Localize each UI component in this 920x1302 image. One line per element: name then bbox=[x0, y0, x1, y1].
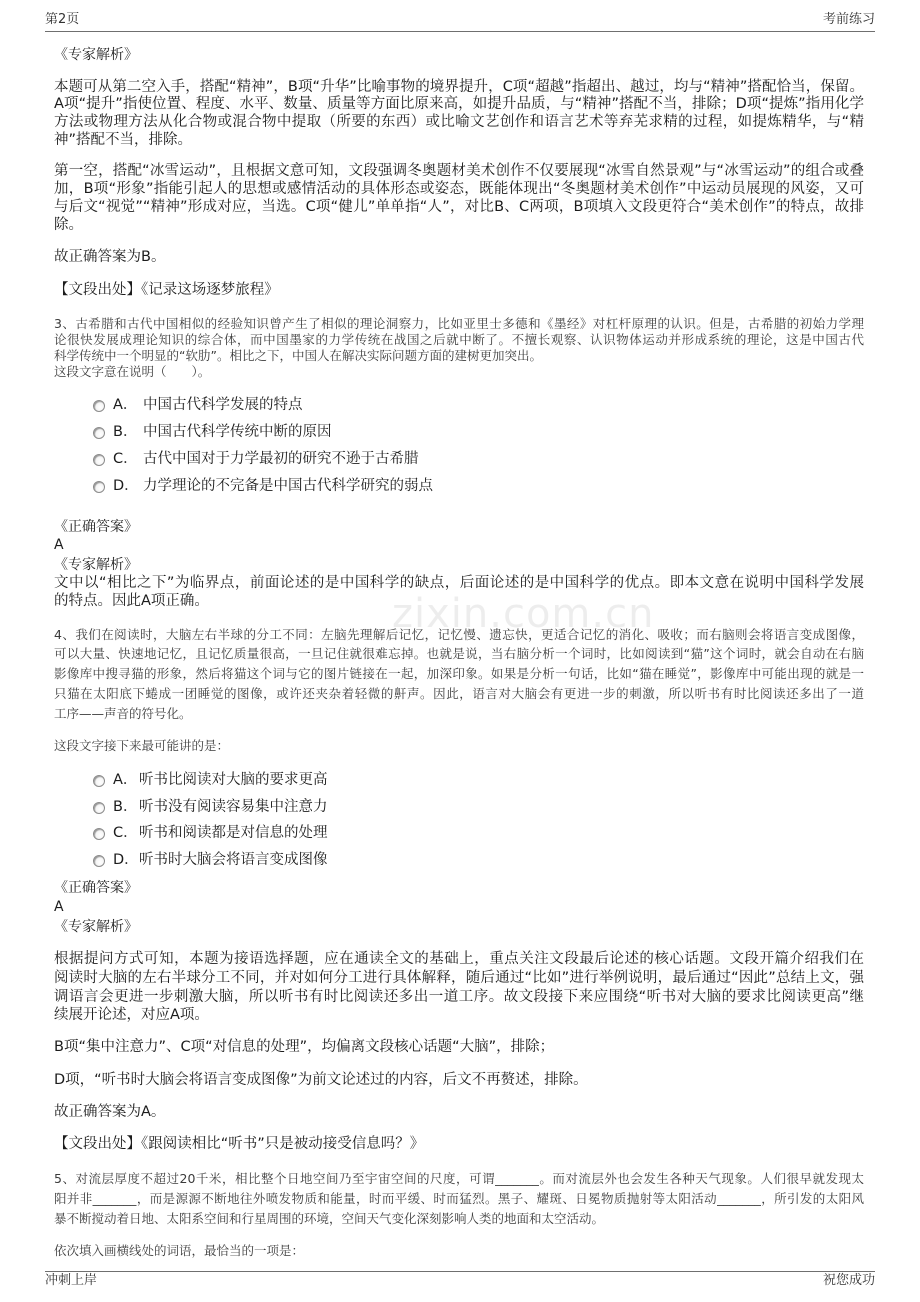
analysis-line: 本题可从第二空入手，搭配“精神”，B项“升华”比喻事物的境界提升，C项“超越”指超出、越过，均与“精神”搭配恰当，保留。 bbox=[54, 79, 864, 95]
option-c[interactable] bbox=[88, 449, 848, 469]
option-letter: A． bbox=[113, 397, 138, 413]
question-stem-line: 影像库中搜寻猫的形象，然后将猫这个词与它的图片链接在一起，加深印象。如果是分析一句话，比如“猫在睡觉”，影像库中可能出现的就是一 bbox=[54, 666, 864, 681]
correct-answer: A bbox=[54, 537, 64, 553]
analysis-line: 第一空，搭配“冰雪运动”，且根据文意可知，文段强调冬奥题材美术创作不仅要展现“冰雪自然景观”与“冰雪运动”的组合或叠 bbox=[54, 163, 864, 179]
analysis-line: 续展开论述，对应A项。 bbox=[54, 1007, 209, 1023]
question-prompt: 依次填入画横线处的词语，最恰当的一项是： bbox=[54, 1243, 305, 1258]
passage-source: 【文段出处】《跟阅读相比“听书”只是被动接受信息吗？》 bbox=[54, 1136, 425, 1152]
analysis-line: A项“提升”指使位置、程度、水平、数量、质量等方面比原来高，如提升品质，与“精神”搭配不当，排除；D项“提炼”指用化学 bbox=[54, 96, 864, 112]
analysis-line: 除。 bbox=[54, 217, 83, 233]
analysis-line: D项，“听书时大脑会将语言变成图像”为前文论述过的内容，后文不再赘述，排除。 bbox=[54, 1072, 588, 1088]
answer-conclusion: 故正确答案为A。 bbox=[54, 1104, 166, 1120]
radio-button-icon[interactable] bbox=[93, 481, 105, 493]
analysis-line: 根据提问方式可知，本题为接语选择题，应在通读全文的基础上，重点关注文段最后论述的核心话题。文段开篇介绍我们在 bbox=[54, 951, 864, 967]
analysis-line: 与后文“视觉”“精神”形成对应，当选。C项“健儿”单单指“人”，对比B、C两项，B项填入文段更符合“美术创作”的特点，故排 bbox=[54, 199, 864, 215]
footer-right-text: 祝您成功 bbox=[822, 1273, 875, 1288]
analysis-line: 的特点。因此A项正确。 bbox=[54, 593, 209, 609]
passage-source: 【文段出处】《记录这场逐梦旅程》 bbox=[54, 282, 279, 298]
option-d[interactable] bbox=[88, 850, 848, 870]
correct-answer: A bbox=[54, 899, 64, 915]
option-a[interactable] bbox=[88, 770, 848, 790]
option-letter: D． bbox=[113, 852, 139, 868]
option-letter: C． bbox=[113, 825, 138, 841]
option-letter: B． bbox=[113, 799, 138, 815]
radio-button-icon[interactable] bbox=[93, 828, 105, 840]
option-letter: B． bbox=[113, 424, 138, 440]
question-stem-line: 3、古希腊和古代中国相似的经验知识曾产生了相似的理论洞察力，比如亚里士多德和《墨经》对杠杆原理的认识。但是，古希腊的初始力学理 bbox=[54, 316, 864, 331]
radio-button-icon[interactable] bbox=[93, 400, 105, 412]
option-text: 听书时大脑会将语言变成图像 bbox=[139, 852, 328, 868]
watermark: zixin.com.cn bbox=[392, 591, 655, 637]
answer-conclusion: 故正确答案为B。 bbox=[54, 249, 166, 265]
analysis-line: 加，B项“形象”指能引起人的思想或感情活动的具体形态或姿态，既能体现出“冬奥题材美术创作”中运动员展现的风姿，又可 bbox=[54, 181, 864, 197]
analysis-line: 方法或物理方法从化合物或混合物中提取（所要的东西）或比喻文艺创作和语言艺术等弃芜求精的过程，如提炼精华，与“精 bbox=[54, 114, 864, 130]
analysis-line: 神”搭配不当，排除。 bbox=[54, 132, 193, 148]
footer-left-text: 冲刺上岸 bbox=[45, 1273, 98, 1288]
option-text: 中国古代科学发展的特点 bbox=[143, 397, 303, 413]
analysis-line: B项“集中注意力”、C项“对信息的处理”，均偏离文段核心话题“大脑”，排除； bbox=[54, 1039, 555, 1055]
correct-answer-label: 《正确答案》 bbox=[54, 880, 138, 896]
question-stem-line: 论很快发展成理论知识的综合体，而中国墨家的力学传统在战国之后就中断了。不擅长观察、认识物体运动并形成系统的理论，这是中国古代 bbox=[54, 332, 864, 347]
option-text: 听书和阅读都是对信息的处理 bbox=[139, 825, 328, 841]
option-letter: A． bbox=[113, 772, 138, 788]
question-stem-line: 可以大量、快速地记忆，且记忆质量很高，一旦记住就很难忘掉。也就是说，当右脑分析一个词时，比如阅读到“猫”这个词时，就会自动在右脑 bbox=[54, 646, 864, 661]
question-stem-line: 5、对流层厚度不超过20千米，相比整个日地空间乃至宇宙空间的尺度，可谓_______。而对流层外也会发生各种天气现象。人们很早就发现太 bbox=[54, 1171, 864, 1186]
question-stem-line: 只猫在太阳底下蜷成一团睡觉的图像，或许还夹杂着轻微的鼾声。因此，语言对大脑会有更进一步的刺激，所以听书有时比阅读还多出了一道 bbox=[54, 686, 864, 701]
expert-analysis-label: 《专家解析》 bbox=[54, 47, 138, 63]
radio-button-icon[interactable] bbox=[93, 427, 105, 439]
question-stem-line: 科学传统中一个明显的“软肋”。相比之下，中国人在解决实际问题方面的建树更加突出。 bbox=[54, 348, 542, 363]
analysis-line: 文中以“相比之下”为临界点，前面论述的是中国科学的缺点，后面论述的是中国科学的优点。即本文意在说明中国科学发展 bbox=[54, 575, 864, 591]
analysis-line: 调语言会更进一步刺激大脑，所以听书有时比阅读还多出一道工序。故文段接下来应围绕“听书对大脑的要求比阅读更高”继 bbox=[54, 989, 864, 1005]
option-b[interactable] bbox=[88, 422, 848, 442]
radio-button-icon[interactable] bbox=[93, 775, 105, 787]
option-text: 中国古代科学传统中断的原因 bbox=[143, 424, 332, 440]
question-stem-line: 阳并非_______，而是源源不断地往外喷发物质和能量，时而平缓、时而猛烈。黑子、耀斑、日冕物质抛射等太阳活动_______，所引发的太阳风 bbox=[54, 1191, 864, 1206]
option-text: 听书没有阅读容易集中注意力 bbox=[139, 799, 328, 815]
option-letter: C． bbox=[113, 451, 138, 467]
header-title: 考前练习 bbox=[822, 12, 875, 27]
footer-divider bbox=[45, 1271, 875, 1272]
radio-button-icon[interactable] bbox=[93, 802, 105, 814]
radio-button-icon[interactable] bbox=[93, 454, 105, 466]
header-divider bbox=[45, 31, 875, 32]
question-stem-line: 工序——声音的符号化。 bbox=[54, 706, 192, 721]
analysis-line: 阅读时大脑的左右半球分工不同，并对如何分工进行具体解释，随后通过“比如”进行举例说明，最后通过“因此”总结上文，强 bbox=[54, 970, 864, 986]
option-c[interactable] bbox=[88, 823, 848, 843]
expert-analysis-label: 《专家解析》 bbox=[54, 919, 138, 935]
radio-button-icon[interactable] bbox=[93, 855, 105, 867]
option-letter: D． bbox=[113, 478, 139, 494]
page-number: 第2页 bbox=[45, 12, 80, 27]
option-a[interactable] bbox=[88, 395, 848, 415]
question-prompt: 这段文字接下来最可能讲的是： bbox=[54, 738, 230, 753]
option-b[interactable] bbox=[88, 797, 848, 817]
question-prompt: 这段文字意在说明（ ）。 bbox=[54, 364, 211, 379]
option-d[interactable] bbox=[88, 476, 848, 496]
option-text: 古代中国对于力学最初的研究不逊于古希腊 bbox=[143, 451, 419, 467]
option-text: 力学理论的不完备是中国古代科学研究的弱点 bbox=[143, 478, 433, 494]
correct-answer-label: 《正确答案》 bbox=[54, 519, 138, 535]
option-text: 听书比阅读对大脑的要求更高 bbox=[139, 772, 328, 788]
expert-analysis-label: 《专家解析》 bbox=[54, 557, 138, 573]
question-stem-line: 4、我们在阅读时，大脑左右半球的分工不同：左脑先理解后记忆，记忆慢、遗忘快，更适合记忆的消化、吸收；而右脑则会将语言变成图像， bbox=[54, 627, 864, 642]
question-stem-line: 暴不断搅动着日地、太阳系空间和行星周围的环境，空间天气变化深刻影响人类的地面和太空活动。 bbox=[54, 1211, 605, 1226]
